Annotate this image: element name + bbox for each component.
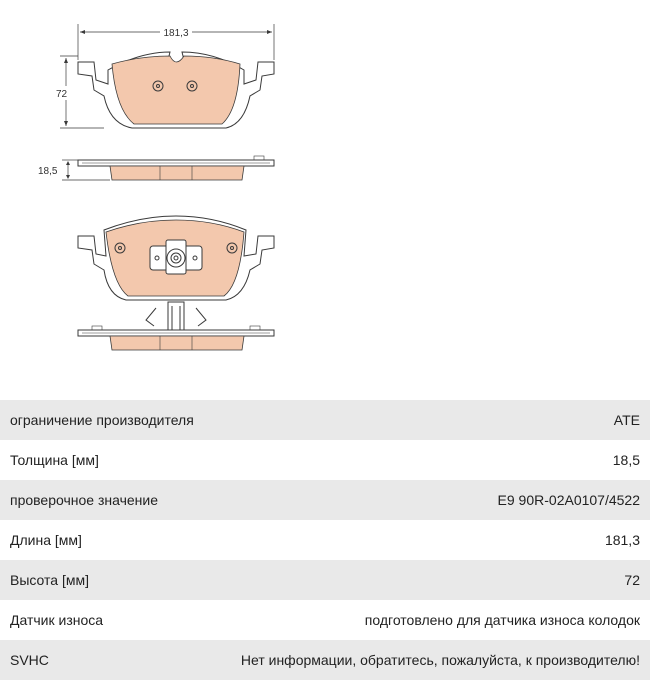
rear-view [78, 216, 274, 300]
spec-row-test-mark [0, 480, 650, 520]
spec-value: E9 90R-02A0107/4522 [497, 492, 640, 508]
side-view [62, 156, 274, 180]
spec-label: ограничение производителя [10, 412, 194, 428]
spec-label: Высота [мм] [10, 572, 89, 588]
spec-value: 18,5 [612, 452, 640, 468]
spec-table [0, 400, 650, 680]
spec-value: Нет информации, обратитесь, пожалуйста, к производителю! [240, 652, 640, 668]
spec-row-length [0, 520, 650, 560]
spec-label: Толщина [мм] [10, 452, 99, 468]
spec-row-manufacturer-restriction [0, 400, 650, 440]
spec-value: ATE [613, 412, 640, 428]
dim-height-text: 72 [56, 89, 68, 100]
spec-label: проверочное значение [10, 492, 159, 508]
spec-label: Длина [мм] [10, 532, 82, 548]
spec-label: Датчик износа [10, 612, 104, 628]
spec-row-height [0, 560, 650, 600]
spec-row-thickness [0, 440, 650, 480]
spec-value: подготовлено для датчика износа колодок [364, 612, 640, 628]
spec-value: 181,3 [604, 532, 640, 548]
front-view [60, 24, 274, 128]
rear-side-view [78, 302, 274, 350]
spec-row-wear-sensor [0, 600, 650, 640]
spec-row-svhc [0, 640, 650, 680]
spec-value: 72 [624, 572, 640, 588]
dim-thickness-text: 18,5 [38, 166, 58, 177]
dim-length-text: 181,3 [163, 28, 189, 39]
spec-label: SVHC [10, 652, 49, 668]
